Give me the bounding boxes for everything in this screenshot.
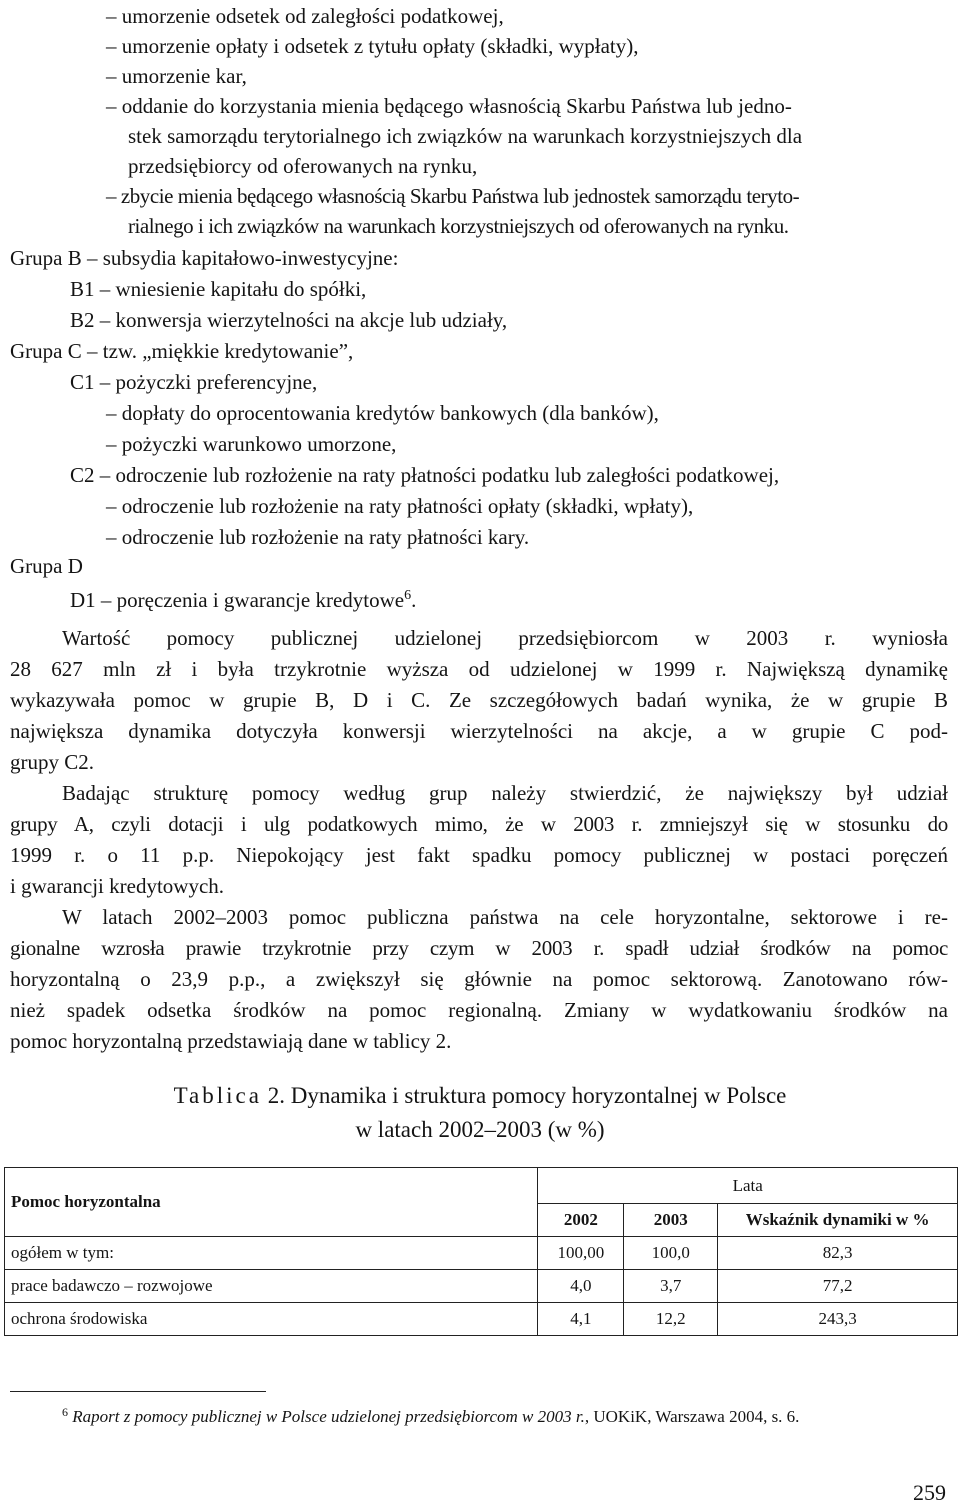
table-cell: 4,1 — [538, 1303, 624, 1336]
list-line: – umorzenie odsetek od zaległości podatkowej, — [106, 4, 504, 28]
paragraph-line: horyzontalną o 23,9 p.p., a zwiększył się głównie na pomoc sektorową. Zanotowano rów- — [10, 967, 948, 991]
group-c-heading: Grupa C – tzw. „miękkie kredytowanie”, — [10, 339, 354, 363]
years-group-header: Lata — [538, 1168, 958, 1204]
paragraph-line: Wartość pomocy publicznej udzielonej przedsiębiorcom w 2003 r. wyniosła — [62, 626, 948, 650]
list-line: B2 – konwersja wierzytelności na akcje lub udziały, — [70, 308, 508, 332]
list-line: stek samorządu terytorialnego ich związków na warunkach korzystniejszych dla — [128, 124, 803, 148]
list-line: – odroczenie lub rozłożenie na raty płatności opłaty (składki, wpłaty), — [106, 494, 694, 518]
table-title-line1 — [0, 1082, 960, 1110]
paragraph-line: i gwarancji kredytowych. — [10, 874, 225, 898]
paragraph-line: Badając strukturę pomocy według grup należy stwierdzić, że największy był udział — [62, 781, 948, 805]
group-b-heading: Grupa B – subsydia kapitałowo-inwestycyjne: — [10, 246, 399, 270]
paragraph-line: 1999 r. o 11 p.p. Niepokojący jest fakt spadku pomocy publicznej w postaci poręczeń — [10, 843, 948, 867]
table-cell: 243,3 — [718, 1303, 958, 1336]
paragraph-line: 28 627 mln zł i była trzykrotnie wyższa od udzielonej w 1999 r. Największą dynamikę — [10, 657, 948, 681]
list-line: – zbycie mienia będącego własnością Skarbu Państwa lub jednostek samorządu teryto- — [106, 184, 800, 208]
list-line: – pożyczki warunkowo umorzone, — [106, 432, 397, 456]
footnote-reference[interactable]: 6 — [404, 588, 412, 603]
col-header-dynamics: Wskaźnik dynamiki w % — [718, 1204, 958, 1237]
paragraph-line: grupy C2. — [10, 750, 94, 774]
list-line: – umorzenie opłaty i odsetek z tytułu opłaty (składki, wypłaty), — [106, 34, 639, 58]
row-label: ochrona środowiska — [5, 1303, 538, 1336]
footnote — [62, 1405, 799, 1427]
list-line: przedsiębiorcy od oferowanych na rynku, — [128, 154, 478, 178]
table-cell: 100,0 — [624, 1237, 718, 1270]
list-line: – oddanie do korzystania mienia będącego własnością Skarbu Państwa lub jedno- — [106, 94, 792, 118]
d1-tail: . — [411, 588, 417, 612]
paragraph-line: pomoc horyzontalną przedstawiają dane w tablicy 2. — [10, 1029, 452, 1053]
table-cell: 4,0 — [538, 1270, 624, 1303]
row-label: prace badawczo – rozwojowe — [5, 1270, 538, 1303]
horizontal-aid-table — [4, 1167, 958, 1336]
page-number: 259 — [913, 1480, 946, 1505]
row-label: ogółem w tym: — [5, 1237, 538, 1270]
col-header-2002: 2002 — [538, 1204, 624, 1237]
table-row — [5, 1270, 958, 1303]
list-line: – odroczenie lub rozłożenie na raty płatności kary. — [106, 525, 530, 549]
list-line: – dopłaty do oprocentowania kredytów bankowych (dla banków), — [106, 401, 659, 425]
list-line: rialnego i ich związków na warunkach korzystniejszych od oferowanych na rynku. — [128, 214, 789, 238]
col-header-2003: 2003 — [624, 1204, 718, 1237]
table-cell: 3,7 — [624, 1270, 718, 1303]
footnote-source: , UOKiK, Warszawa 2004, s. 6. — [584, 1407, 800, 1426]
table-cell: 12,2 — [624, 1303, 718, 1336]
list-line: – umorzenie kar, — [106, 64, 247, 88]
table-row — [5, 1237, 958, 1270]
footnote-number: 6 — [62, 1405, 68, 1419]
paragraph-line: gionalne wzrosła prawie trzykrotnie przy czym w 2003 r. spadł udział środków na pomoc — [10, 936, 948, 960]
paragraph-line: W latach 2002–2003 pomoc publiczna państwa na cele horyzontalne, sektorowe i re- — [62, 905, 948, 929]
table-title-line2: w latach 2002–2003 (w %) — [355, 1117, 605, 1142]
table-title-text: 2. Dynamika i struktura pomocy horyzontalnej w Polsce — [261, 1083, 787, 1108]
list-line-d1 — [70, 582, 416, 614]
paragraph-line: grupy A, czyli dotacji i ulg podatkowych mimo, że w 2003 r. zmniejszył się w stosunku do — [10, 812, 948, 836]
list-line: B1 – wniesienie kapitału do spółki, — [70, 277, 367, 301]
table-label: Tablica — [173, 1083, 262, 1108]
table-cell: 100,00 — [538, 1237, 624, 1270]
paragraph-line: nież spadek odsetka środków na pomoc regionalną. Zmiany w wydatkowaniu środków na — [10, 998, 948, 1022]
d1-text: D1 – poręczenia i gwarancje kredytowe — [70, 588, 405, 612]
paragraph-line: największa dynamika dotyczyła konwersji wierzytelności na akcje, a w grupie C pod- — [10, 719, 948, 743]
table-row — [5, 1303, 958, 1336]
footnote-title: Raport z pomocy publicznej w Polsce udzielonej przedsiębiorcom w 2003 r. — [72, 1407, 585, 1426]
footnote-divider — [10, 1391, 266, 1392]
paragraph-line: wykazywała pomoc w grupie B, D i C. Ze szczegółowych badań wynika, że w grupie B — [10, 688, 948, 712]
table-cell: 77,2 — [718, 1270, 958, 1303]
list-line: C2 – odroczenie lub rozłożenie na raty płatności podatku lub zaległości podatkowej, — [70, 463, 780, 487]
list-line: C1 – pożyczki preferencyjne, — [70, 370, 318, 394]
table-cell: 82,3 — [718, 1237, 958, 1270]
row-header-cell: Pomoc horyzontalna — [5, 1168, 538, 1237]
group-d-heading: Grupa D — [10, 554, 83, 578]
